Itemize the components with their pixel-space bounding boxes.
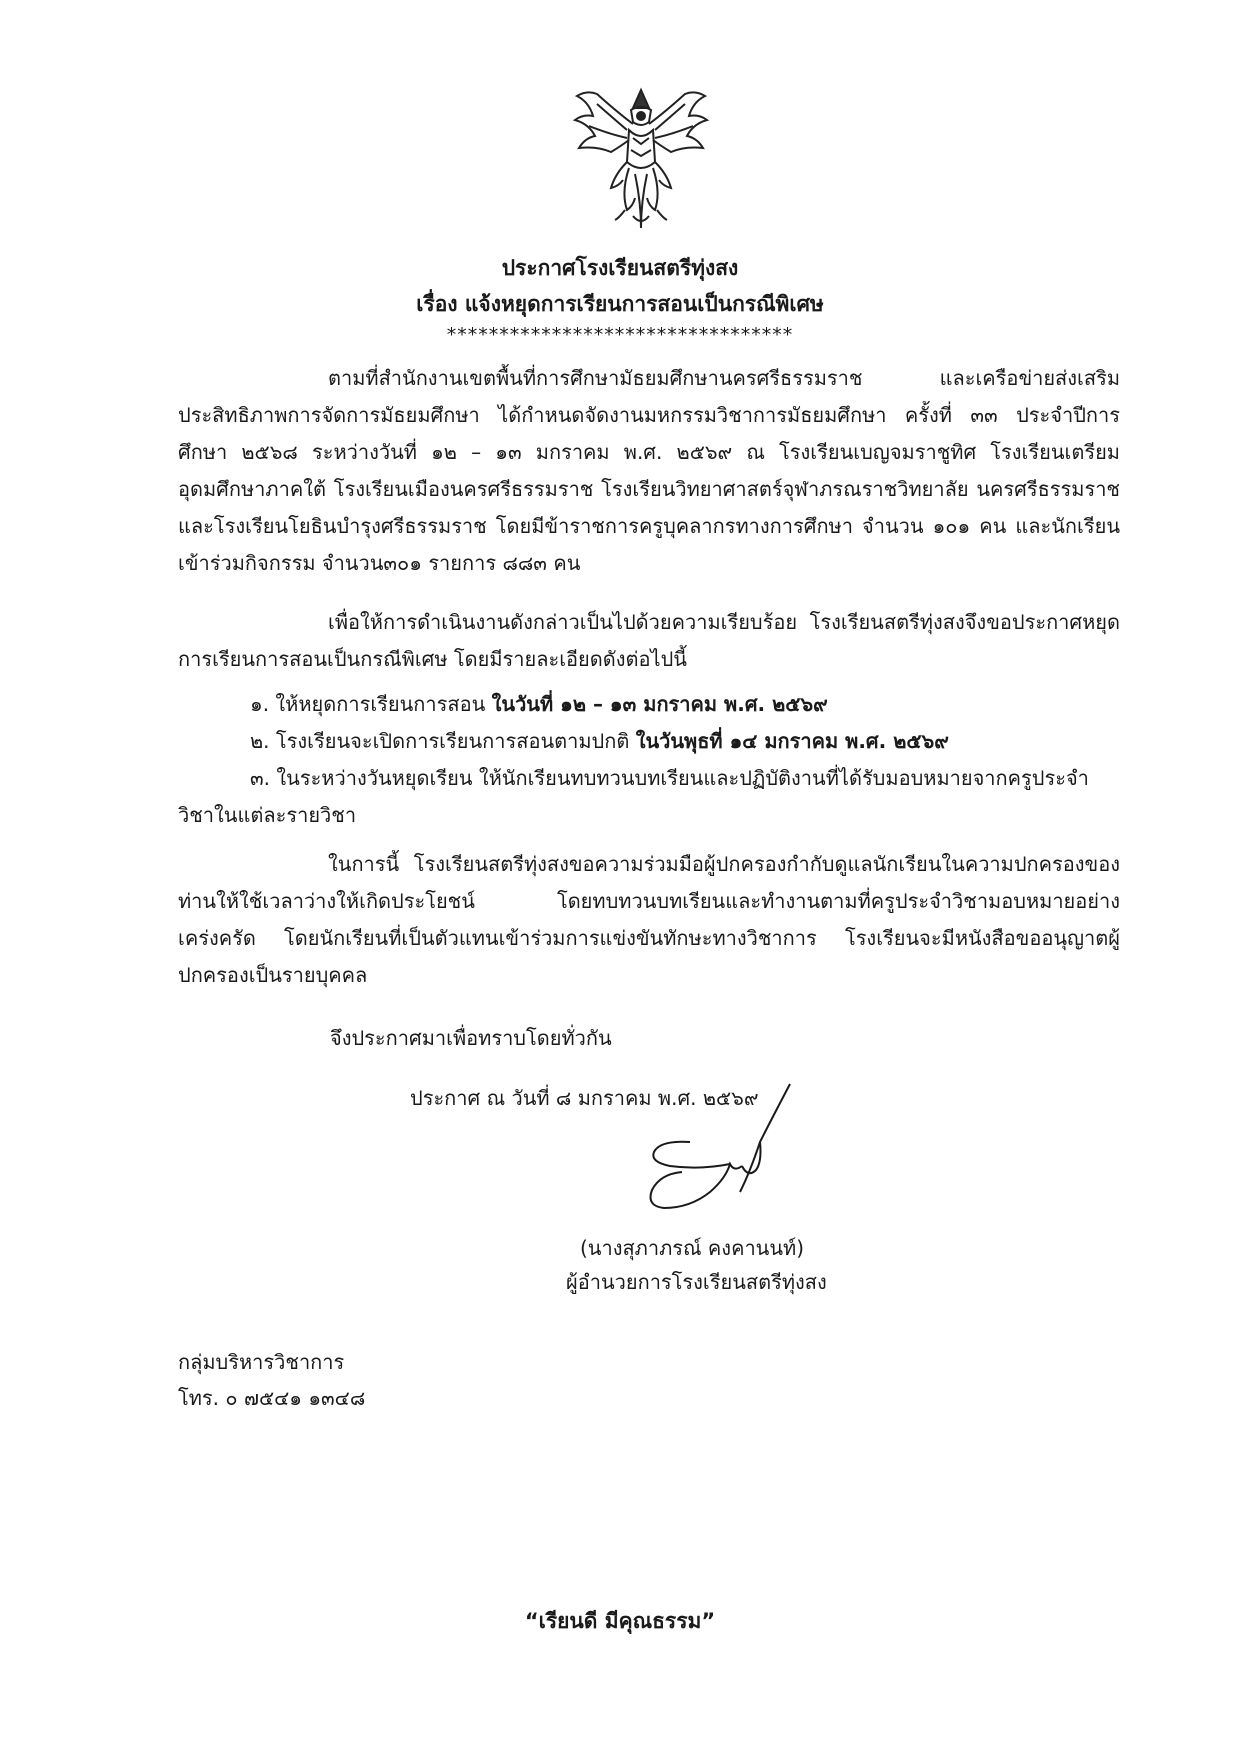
announcement-title: ประกาศโรงเรียนสตรีทุ่งสง (501, 256, 739, 280)
department-name: กลุ่มบริหารวิชาการ (178, 1350, 345, 1374)
paragraph-purpose: เพื่อให้การดำเนินงานดังกล่าวเป็นไปด้วยความเรียบร้อย โรงเรียนสตรีทุ่งสงจึงขอประกาศหยุดการเรียนการสอนเป็นกรณีพิเศษ โดยมีรายละเอียดดังต่อไปนี้ (178, 610, 1120, 671)
list-item-2 (250, 723, 1120, 760)
list-item-1-date: ในวันที่ ๑๒ – ๑๓ มกราคม พ.ศ. ๒๕๖๙ (491, 692, 828, 716)
list-item-2-date: ในวันพุธที่ ๑๔ มกราคม พ.ศ. ๒๕๖๙ (635, 729, 949, 753)
school-motto: “เรียนดี มีคุณธรรม” (524, 1609, 716, 1633)
list-item-1 (250, 686, 1120, 723)
signatory-position: ผู้อำนวยการโรงเรียนสตรีทุ่งสง (566, 1270, 827, 1294)
list-item-1-text: ๑. ให้หยุดการเรียนการสอน (250, 692, 492, 716)
closing-statement: จึงประกาศมาเพื่อทราบโดยทั่วกัน (330, 1026, 612, 1050)
asterisk-divider: ********************************* (446, 324, 794, 346)
announcement-date: ประกาศ ณ วันที่ ๘ มกราคม พ.ศ. ๒๕๖๙ (410, 1086, 759, 1110)
signatory-name: (นางสุภาภรณ์ คงคานนท์) (580, 1236, 805, 1260)
phone-number: โทร. ๐ ๗๕๔๑ ๑๓๔๘ (178, 1386, 366, 1410)
paragraph-parent-request: ในการนี้ โรงเรียนสตรีทุ่งสงขอความร่วมมือผู้ปกครองกำกับดูแลนักเรียนในความปกครองของท่านให้ใช้เวลาว่างให้เกิดประโยชน์ โดยทบทวนบทเรียนและทำงานตามที่ครูประจำวิชามอบหมายอย่างเคร่งครัด โดยนักเรียนที่เป็นตัวแทนเข้าร่วมการแข่งขันทักษะทางวิชาการ โรงเรียนจะมีหนังสือขออนุญาตผู้ปกครองเป็นรายบุคคล (178, 852, 1120, 987)
handwritten-signature (630, 1082, 800, 1232)
list-item-2-text: ๒. โรงเรียนจะเปิดการเรียนการสอนตามปกติ (250, 729, 636, 753)
paragraph-background: ตามที่สำนักงานเขตพื้นที่การศึกษามัธยมศึกษานครศรีธรรมราช และเครือข่ายส่งเสริมประสิทธิภาพการจัดการมัธยมศึกษา ได้กำหนดจัดงานมหกรรมวิชาการมัธยมศึกษา ครั้งที่ ๓๓ ประจำปีการศึกษา ๒๕๖๘ ระหว่างวันที่ ๑๒ – ๑๓ มกราคม พ.ศ. ๒๕๖๙ ณ โรงเรียนเบญจมราชูทิศ โรงเรียนเตรียมอุดมศึกษาภาคใต้ โรงเรียนเมืองนครศรีธรรมราช โรงเรียนวิทยาศาสตร์จุฬาภรณราชวิทยาลัย นครศรีธรรมราช และโรงเรียนโยธินบำรุงศรีธรรมราช โดยมีข้าราชการครูบุคลากรทางการศึกษา จำนวน ๑๐๑ คน และนักเรียนเข้าร่วมกิจกรรม จำนวน๓๐๑ รายการ ๘๘๓ คน (178, 366, 1121, 575)
announcement-subject: เรื่อง แจ้งหยุดการเรียนการสอนเป็นกรณีพิเศษ (416, 292, 824, 316)
list-item-3: ๓. ในระหว่างวันหยุดเรียน ให้นักเรียนทบทวนบทเรียนและปฏิบัติงานที่ได้รับมอบหมายจากครูประจำวิชาในแต่ละรายวิชา (178, 766, 1089, 827)
garuda-emblem-icon (567, 82, 715, 232)
